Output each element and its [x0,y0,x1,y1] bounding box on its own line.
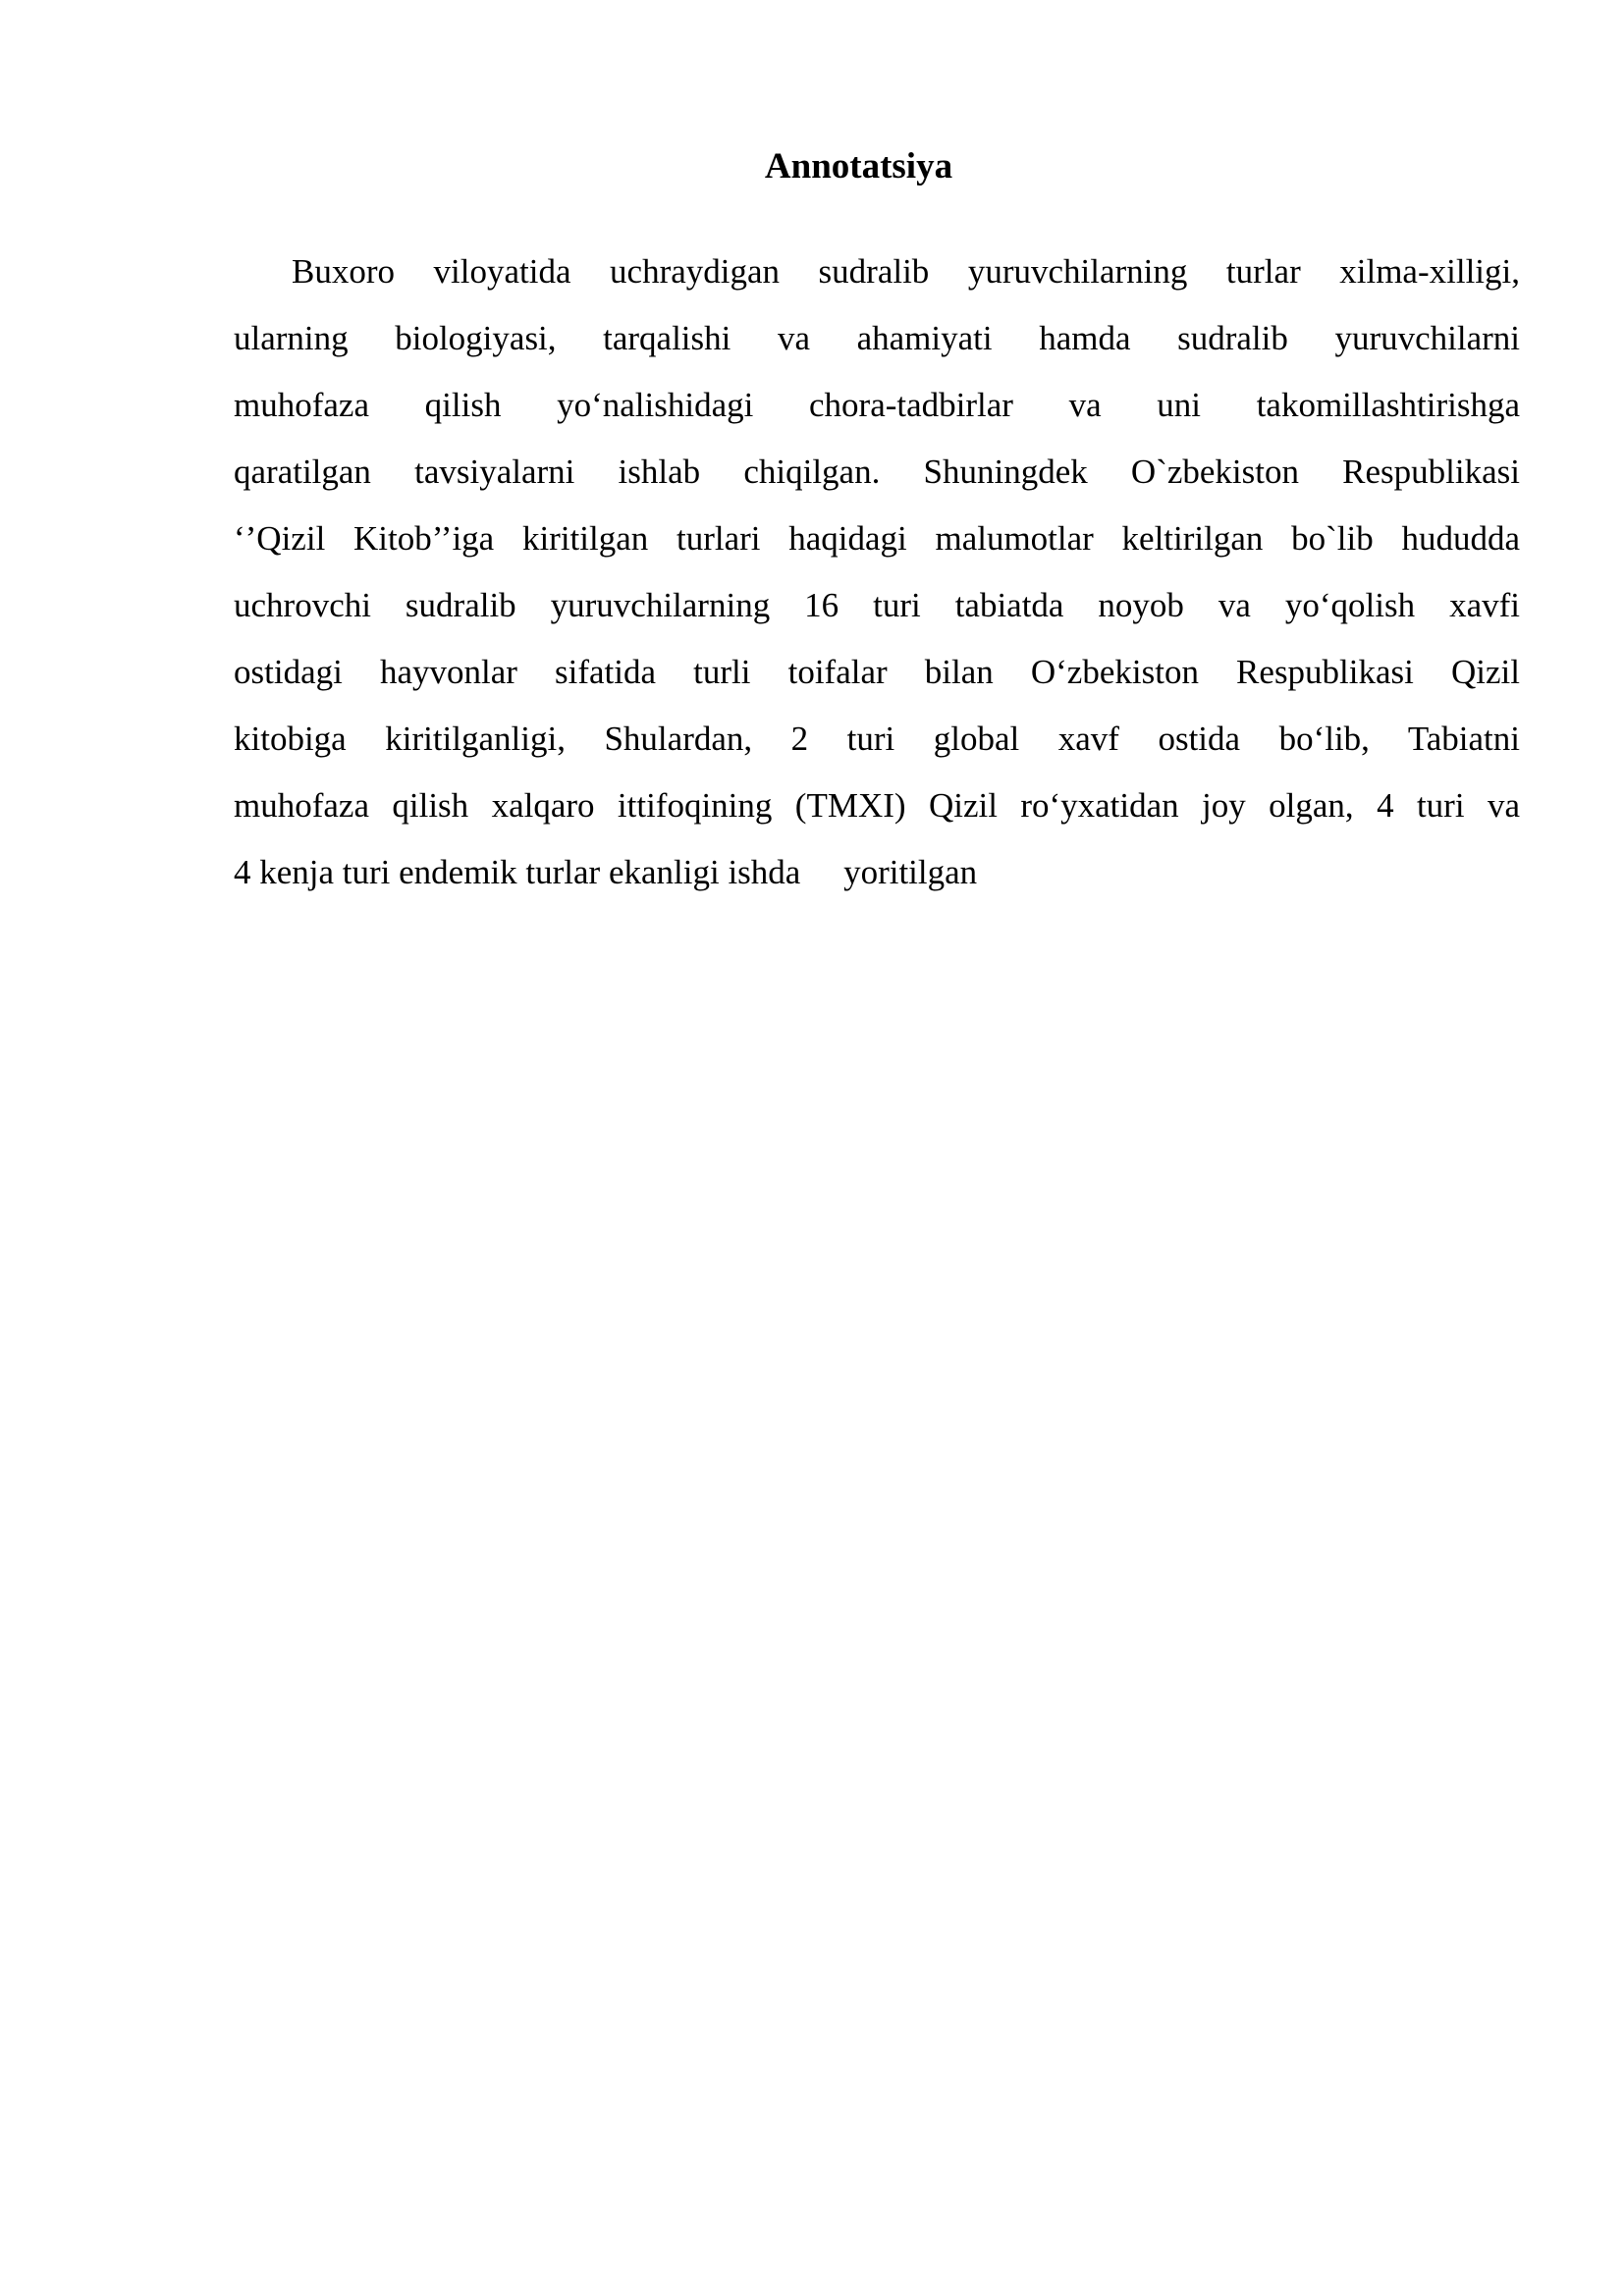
annotation-paragraph [234,247,1520,915]
paragraph-line: Buxoro viloyatida uchraydigan sudralib yuruvchilarning turlar xilma-xilligi, [292,252,1520,291]
paragraph-line: muhofaza qilish xalqaro ittifoqining (TMXI) Qizil ro‘yxatidan joy olgan, 4 turi va [234,786,1520,825]
paragraph-line: uchrovchi sudralib yuruvchilarning 16 turi tabiatda noyob va yo‘qolish xavfi [234,586,1520,624]
document-title: Annotatsiya [764,146,953,187]
paragraph-line: qaratilgan tavsiyalarni ishlab chiqilgan. Shuningdek O`zbekiston Respublikasi [234,453,1520,491]
paragraph-line: kitobiga kiritilganligi, Shulardan, 2 turi global xavf ostida bo‘lib, Tabiatni [234,720,1520,758]
paragraph-line: ostidagi hayvonlar sifatida turli toifalar bilan O‘zbekiston Respublikasi Qizil [234,653,1520,691]
paragraph-line: ‘’Qizil Kitob’’iga kiritilgan turlari haqidagi malumotlar keltirilgan bo`lib hududda [234,519,1520,558]
paragraph-line: muhofaza qilish yo‘nalishidagi chora-tadbirlar va uni takomillashtirishga [234,386,1520,424]
paragraph-line: 4 kenja turi endemik turlar ekanligi ishda yoritilgan [234,853,978,891]
paragraph-line: ularning biologiyasi, tarqalishi va ahamiyati hamda sudralib yuruvchilarni [234,319,1520,357]
